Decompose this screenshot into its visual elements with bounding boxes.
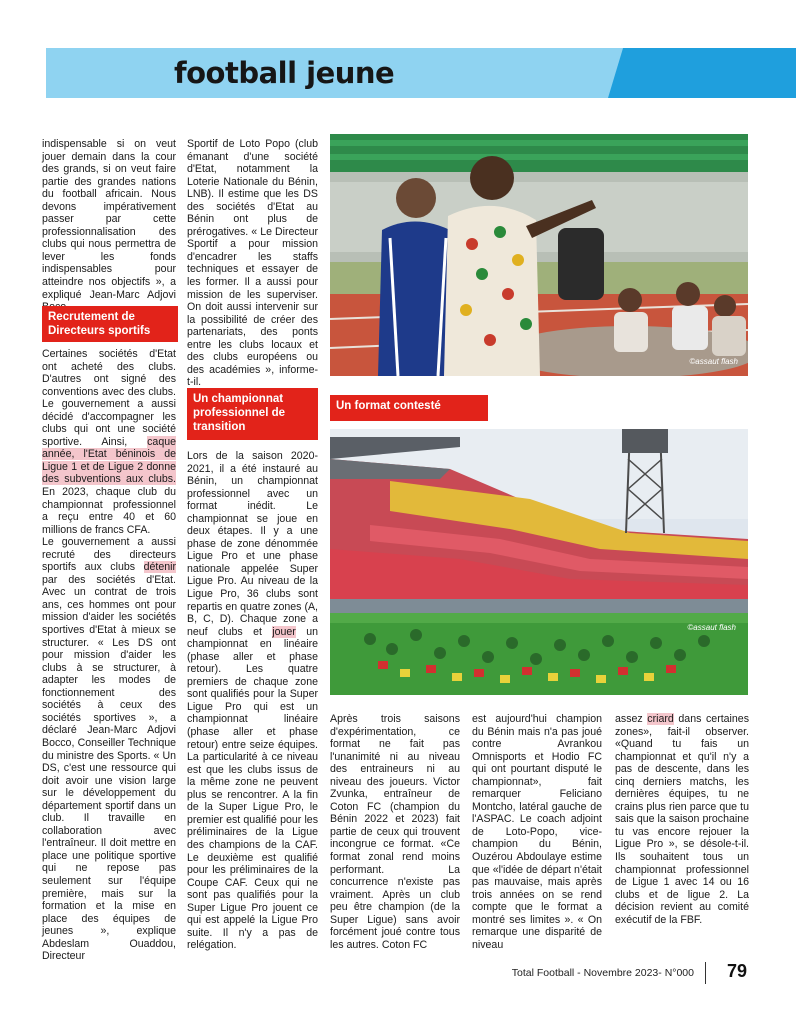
highlighted-text: criard: [647, 713, 674, 725]
highlighted-text: jouer: [272, 625, 296, 638]
paragraph: Après trois saisons d'expérimentation, ce format ne fait pas l'unanimité ni au niveau des entraineurs ni au niveau des joueurs. Victor Zvunka, entraîneur de Coton FC (champion du Bénin 2022 et 2023) fait partie de ceux qui trouvent incongrue ce format. «Ce format zonal rend moins performant. La concurrence n'existe pas vraiment. Après un club peu être champion (de la Super Ligue) sans avoir forcément joué contre tous les autres. Coton FC: [330, 713, 460, 951]
column-1-bottom: [42, 348, 176, 963]
subhead-recrutement: Recrutement de Directeurs sportifs: [42, 306, 178, 342]
paragraph: indispensable si on veut jouer demain dans la cour des grands, si on veut faire partie des grandes nations du football africain. Nous devons impérativement passer par cette professionnalisation des clubs qui nous permettra de lever les fonds indispensables pour atteindre nos objectifs », a expliqué Jean-Marc Adjovi: [42, 138, 176, 301]
photo-stadium-illustration: [330, 429, 748, 695]
photo-stadium: [330, 429, 748, 695]
column-4: [472, 713, 602, 951]
paragraph: Certaines sociétés d'Etat ont acheté des clubs. D'autres ont signé des conventions avec des clubs. Le gouvernement a aussi décidé d'accompagner les clubs qui ont une société sportive. Ainsi, caque année, l'Etat béninois de Ligue 1 et de Ligue 2 donne des subventions aux clubs. En 2023, chaque club du championnat professionnel a reçu entre 40 et 60 millions de francs CFA.: [42, 348, 176, 536]
header-banner-accent: [608, 48, 796, 98]
paragraph: Sportif de Loto Popo (club émanant d'une société d'Etat, notamment la Loterie Nationale du Bénin, LNB). Il estime que les DS des sociétés d'Etat au Bénin ont plus de prérogatives. « Le Directeur Sportif a pour mission d'encadrer les staffs techniques et essayer de les former. Il a aussi pour mission de les superviser. On doit aussi intervenir sur la possibilité de créer des partenariats, des ponts entre les clubs locaux et des clubs européens ou des académies », informe-t-il.: [187, 138, 318, 389]
photo-coaches-illustration: [330, 134, 748, 376]
paragraph: assez criard dans certaines zones», fait-il observer. «Quand tu fais un championnat et qu'il n'y a pas de descente, dans les cinq derniers matchs, les dernières équipes, tu ne crains plus rien parce que tu sais que la saison prochaine tu vas encore rejouer la Ligue Pro », se désole-t-il. Ils souhaitent tous un championnat professionnel de Ligue 1 avec 14 ou 16 clubs et de ligue 2. La décision revient au comité exécutif de la FBF.: [615, 713, 749, 926]
paragraph: Le gouvernement a aussi recruté des directeurs sportifs aux clubs détenir par des sociétés d'Etat. Avec un contrat de trois ans, ces hommes ont pour mission d'aider les sociétés sportives d'Etat à mieux se structurer. « Les DS ont pour mission d'aider les clubs à se structurer, à adapter les modes de fonctionnement des sociétés à ceux des sociétés sportives », a déclaré Jean-Marc Adjovi Bocco, Conseiller Technique du ministre des Sports. « Un DS, c'est une ressource qui doit avoir une vision large sur le développement du département sportif dans un club. Il travaille en collaboration avec l'entraîneur. Il doit mettre en place une politique sportive qui ne repose pas seulement sur l'équipe première, mais sur la formation et la mise en place des équipes de jeunes », explique Abdeslam Ouaddou, Directeur: [42, 536, 176, 963]
footer-publication: Total Football - Novembre 2023- N°000: [511, 967, 694, 979]
subhead-championnat: Un championnat professionnel de transition: [187, 388, 318, 440]
page-footer: [500, 960, 750, 986]
column-3: [330, 713, 460, 951]
column-5: [615, 713, 749, 926]
photo-coaches: [330, 134, 748, 376]
photo-credit: ©assaut flash: [687, 623, 736, 632]
section-rubric: football jeune: [174, 56, 395, 90]
page-number: 79: [726, 961, 747, 981]
footer-divider: [705, 962, 706, 984]
column-2-bottom: [187, 450, 318, 952]
highlighted-text: caque année, l'Etat béninois de Ligue 1 et de Ligue 2 donne des subventions aux clubs.: [42, 435, 176, 486]
column-1-top: [42, 138, 176, 314]
photo-credit: ©assaut flash: [689, 357, 738, 366]
highlighted-text: détenir: [143, 561, 176, 574]
paragraph: Lors de la saison 2020-2021, il a été instauré au Bénin, un championnat professionnel avec un format inédit. Le championnat se joue en deux étapes. Il y a une phase de zone dénommée Ligue Pro et une phase nationale appelée Super Ligue Pro. Au niveau de la Ligue Pro, 36 clubs sont repartis en quatre zones (A, B, C, D). Chaque zone a neuf clubs et jouer un championnat en linéaire (phase aller et phase retour). Les quatre premiers de chaque zone sont qualifiés pour la Super Ligue Pro qui est un championnat linéaire (phase aller et phase retour) entre seize équipes. La particularité à ce niveau est que les clubs issus de la même zone ne peuvent plus se rencontrer. A la fin de la Super Ligue Pro, le premier est qualifié pour les préliminaires de la Ligue des champions de la CAF. Le deuxième est qualifié pour les préliminaires de la Coupe CAF. Ceux qui ne sont pas qualifiés pour la Super Ligue Pro jouent ce qui est appelé la Ligue Pro suite. Il n'y a pas de relégation.: [187, 450, 318, 952]
paragraph: est aujourd'hui champion du Bénin mais n'a pas joué contre Avrankou Omnisports et Hodio FC qui ont pourtant disputé le championnat», fait remarquer Feliciano Montcho, latéral gauche de l'ASPAC. Le coach adjoint de Loto-Popo, vice-champion du Bénin, Ouzérou Abdoulaye estime que «l'idée de départ n'était pas mauvaise, mais après trois années on se rend compte que le format a montré ses limites ». « On remarque une disparité de niveau: [472, 713, 602, 951]
subhead-format-conteste: Un format contesté: [330, 395, 488, 421]
column-2-top: [187, 138, 318, 389]
